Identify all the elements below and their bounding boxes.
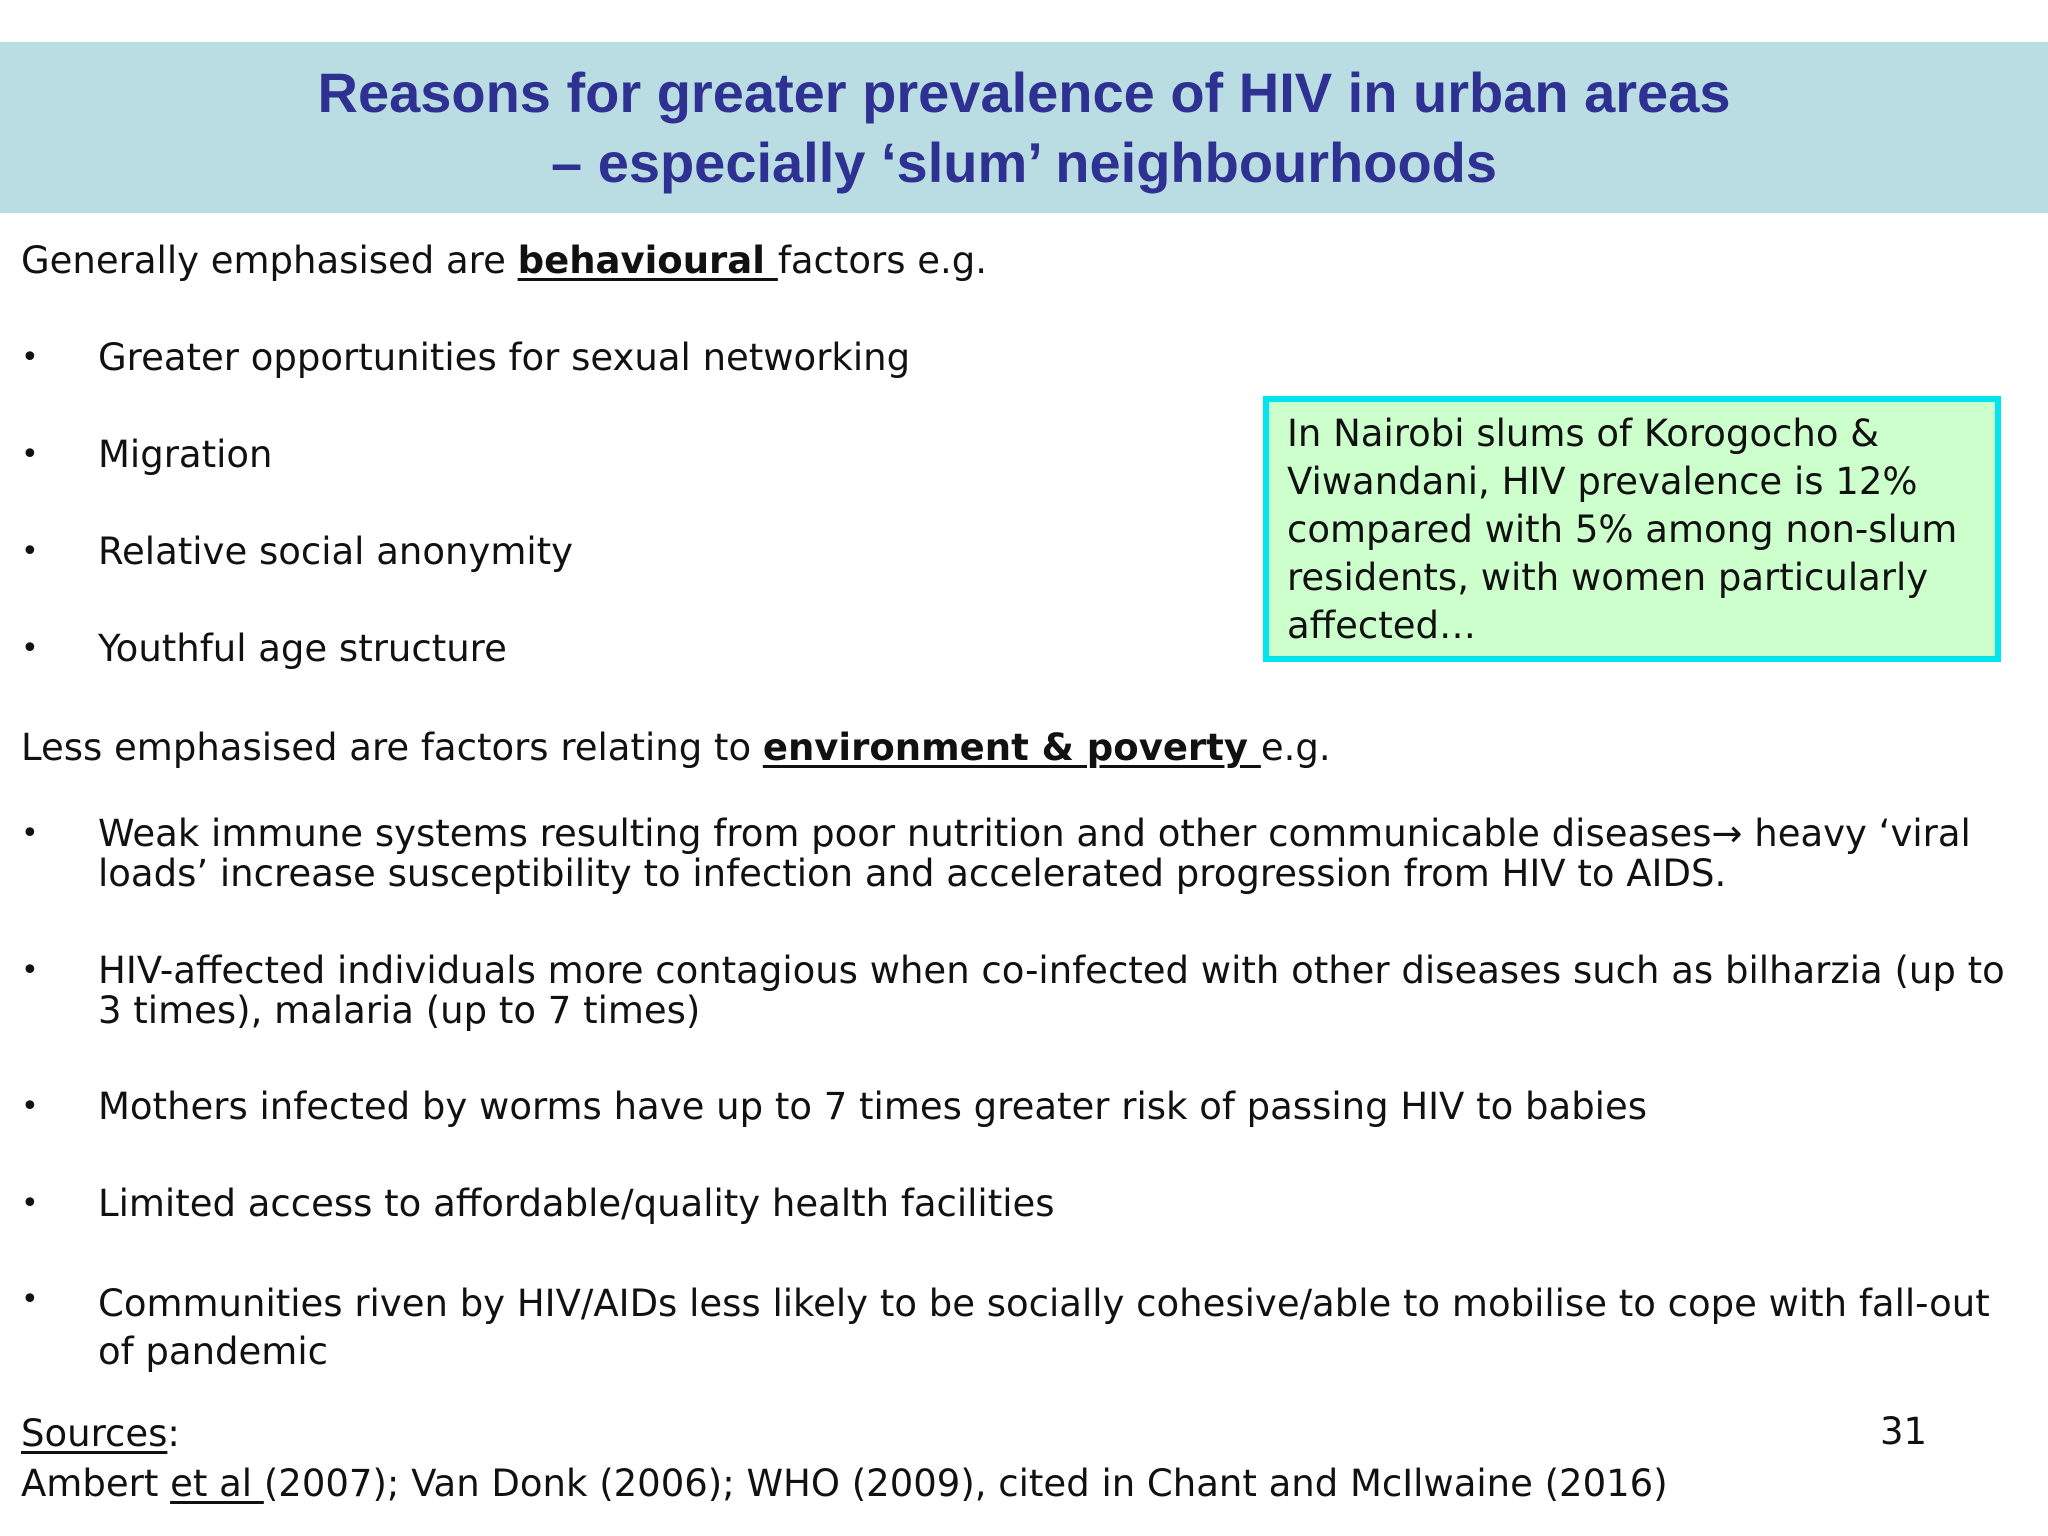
environment-emphasis: environment & poverty [762,726,1261,769]
bullet-text: Youthful age structure [98,627,507,670]
bullet-text: Weak immune systems resulting from poor nutrition and other communicable diseases→ heavy ‘viral loads’ increase susceptibility to infection and accelerated progression from HIV to AIDS. [98,812,1971,895]
bullet-icon: • [21,953,39,988]
sources-citation [21,1462,1668,1506]
sources-label: Sources [21,1412,168,1455]
environment-intro-suffix: e.g. [1260,726,1331,769]
bullet-icon: • [21,534,39,569]
sources-colon: : [167,1412,180,1455]
behavioural-intro [21,239,987,283]
slide-title-line-2: – especially ‘slum’ neighbourhoods [550,131,1497,194]
behavioural-intro-prefix: Generally emphasised are [21,239,518,282]
bullet-text: Limited access to affordable/quality health facilities [98,1182,1055,1225]
behavioural-emphasis: behavioural [517,239,778,282]
page-number: 31 [1880,1410,1928,1453]
bullet-text: Migration [98,433,273,476]
slide-title-line-1: Reasons for greater prevalence of HIV in urban areas [317,61,1731,124]
bullet-text: Communities riven by HIV/AIDs less likely to be socially cohesive/able to mobilise to cope with fall-out of pandemic [98,1282,1990,1373]
bullet-text: HIV-affected individuals more contagious when co-infected with other diseases such as bilharzia (up to 3 times), malaria (up to 7 times) [98,949,2005,1032]
bullet-text: Relative social anonymity [98,530,574,573]
citation-rest: (2007); Van Donk (2006); WHO (2009), cited in Chant and McIlwaine (2016) [263,1462,1668,1505]
bullet-icon: • [21,816,39,851]
behavioural-intro-suffix: factors e.g. [777,239,988,282]
bullet-icon: • [21,1186,39,1221]
bullet-icon: • [21,631,39,666]
nairobi-callout-text: In Nairobi slums of Korogocho & Viwandani, HIV prevalence is 12% compared with 5% among non-slum residents, with women particularly affected… [1287,412,1958,647]
citation-et-al: et al [170,1462,264,1505]
bullet-text: Mothers infected by worms have up to 7 times greater risk of passing HIV to babies [98,1085,1647,1128]
bullet-icon: • [21,340,39,375]
citation-prefix: Ambert [21,1462,171,1505]
sources-heading [21,1412,180,1456]
bullet-icon: • [21,1089,39,1124]
slide-title [0,58,2048,198]
bullet-icon: • [21,437,39,472]
environment-intro-prefix: Less emphasised are factors relating to [21,726,763,769]
bullet-text: Greater opportunities for sexual networking [98,336,911,379]
nairobi-callout-box [1263,396,2001,662]
bullet-icon: • [21,1282,39,1317]
environment-intro [21,726,1331,770]
